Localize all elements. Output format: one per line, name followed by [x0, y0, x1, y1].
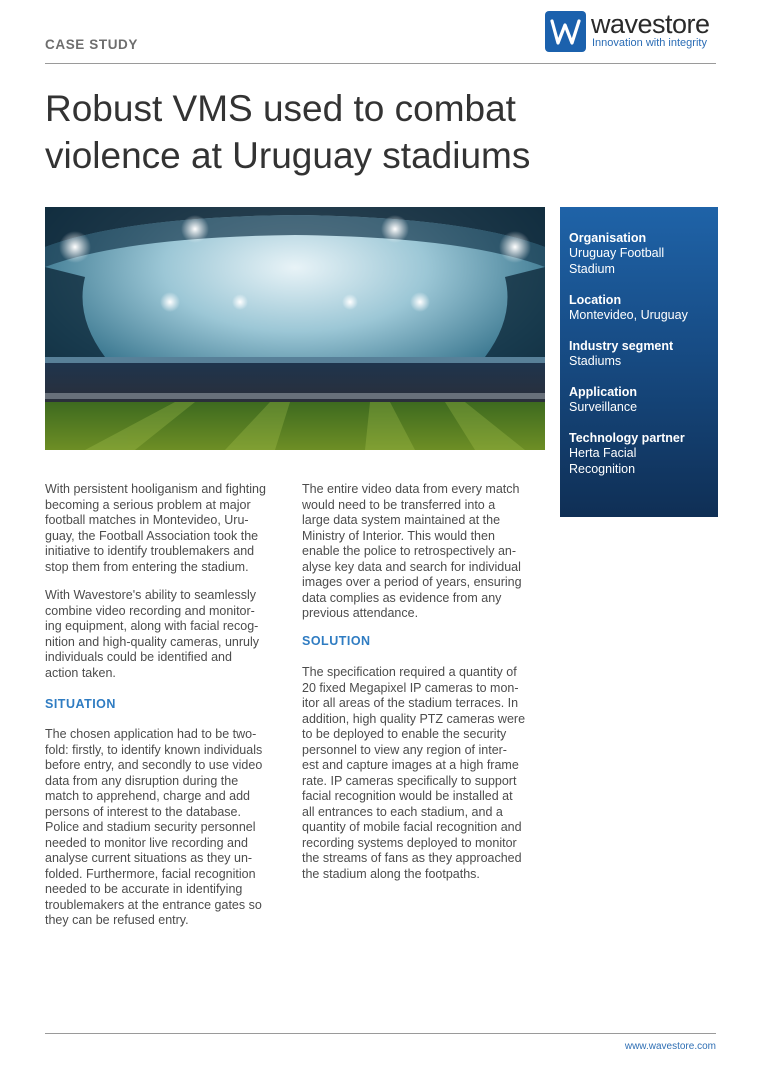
info-value: Surveillance [569, 400, 638, 414]
text-line: needed to monitor live recording and [45, 835, 248, 850]
text-line: ing equipment, along with facial recog- [45, 619, 259, 633]
footer-website-link[interactable]: www.wavestore.com [624, 1041, 716, 1052]
info-value: Stadiums [569, 354, 622, 368]
text-line: all entrances to each stadium, and a [302, 804, 503, 819]
text-line: stop them from entering the stadium. [45, 559, 249, 574]
info-industry-segment [569, 339, 714, 370]
data-transfer-paragraph [302, 482, 554, 622]
text-line: initiative to identify troublemakers and [45, 544, 255, 558]
text-line: match to apprehend, charge and add [45, 789, 251, 803]
text-line: data from any disruption during the [45, 773, 239, 788]
info-heading: Technology partner [569, 431, 685, 445]
text-line: becoming a serious problem at major [45, 497, 251, 512]
text-line: persons of interest to the database. [45, 804, 241, 819]
title-line-2: violence at Uruguay stadiums [45, 135, 531, 176]
text-line: The entire video data from every match [302, 482, 520, 496]
text-line: recording systems deployed to monitor [302, 835, 517, 850]
text-line: itor all areas of the stadium terraces. In [302, 696, 519, 710]
logo-name: wavestore [591, 9, 710, 39]
text-line: to be deployed to enable the security [302, 727, 507, 741]
info-technology-partner [569, 431, 714, 477]
solution-heading: SOLUTION [302, 634, 371, 648]
info-value: Uruguay Football [569, 246, 665, 260]
situation-paragraph [45, 727, 295, 929]
text-line: data complies as evidence from any [302, 590, 502, 605]
info-application [569, 385, 714, 416]
text-line: previous attendance. [302, 606, 419, 620]
footer-divider [45, 1033, 716, 1034]
text-line: 20 fixed Megapixel IP cameras to mon- [302, 680, 519, 695]
info-heading: Organisation [569, 231, 647, 245]
text-line: action taken. [45, 665, 116, 680]
text-line: enable the police to retrospectively an- [302, 544, 517, 558]
info-value: Herta Facial [569, 446, 637, 460]
info-location [569, 293, 714, 324]
text-line: football matches in Montevideo, Uru- [45, 513, 249, 527]
text-line: individuals could be identified and [45, 650, 232, 664]
text-line: quantity of mobile facial recognition and [302, 820, 522, 834]
info-heading: Application [569, 385, 638, 399]
stadium-hero-image [45, 207, 545, 450]
text-line: would need to be transferred into a [302, 497, 496, 512]
wavestore-logo-mark [545, 11, 586, 52]
text-line: analyse current situations as they un- [45, 851, 253, 865]
text-line: personnel to view any region of inter- [302, 742, 507, 757]
text-line: est and capture images at a high frame [302, 758, 519, 772]
text-line: images over a period of years, ensuring [302, 575, 522, 589]
info-heading: Location [569, 293, 622, 307]
solution-paragraph [302, 665, 554, 882]
info-value: Stadium [569, 261, 615, 276]
case-study-label: CASE STUDY [45, 37, 139, 52]
text-line: the streams of fans as they approached [302, 851, 522, 865]
info-value: Recognition [569, 461, 636, 476]
text-line: Ministry of Interior. This would then [302, 528, 495, 543]
text-line: With persistent hooliganism and fighting [45, 482, 266, 496]
project-info-panel [560, 207, 718, 517]
page-title [45, 85, 685, 179]
info-value: Montevideo, Uruguay [569, 308, 688, 322]
text-line: before entry, and secondly to use video [45, 758, 263, 772]
text-line: The specification required a quantity of [302, 665, 517, 679]
text-line: rate. IP cameras specifically to support [302, 773, 517, 788]
text-line: guay, the Football Association took the [45, 528, 259, 543]
text-line: The chosen application had to be two- [45, 727, 257, 741]
text-line: troublemakers at the entrance gates so [45, 897, 262, 912]
capability-paragraph [45, 588, 295, 681]
intro-paragraph [45, 482, 295, 575]
text-line: nition and high-quality cameras, unruly [45, 634, 260, 649]
header-divider [45, 63, 716, 64]
situation-heading: SITUATION [45, 697, 116, 711]
wavestore-logo[interactable] [545, 11, 721, 55]
text-line: the stadium along the footpaths. [302, 866, 480, 881]
text-line: folded. Furthermore, facial recognition [45, 866, 256, 881]
info-organisation [569, 231, 714, 277]
text-line: combine video recording and monitor- [45, 603, 255, 618]
text-line: With Wavestore's ability to seamlessly [45, 588, 257, 602]
text-line: large data system maintained at the [302, 513, 501, 527]
text-line: needed to be accurate in identifying [45, 882, 243, 896]
text-line: Police and stadium security personnel [45, 820, 256, 834]
text-line: facial recognition would be installed at [302, 789, 513, 803]
text-line: fold: firstly, to identify known individuals [45, 742, 263, 757]
title-line-1: Robust VMS used to combat [45, 88, 516, 129]
logo-tagline: Innovation with integrity [592, 37, 707, 49]
info-heading: Industry segment [569, 339, 674, 353]
text-line: they can be refused entry. [45, 913, 189, 927]
text-line: addition, high quality PTZ cameras were [302, 711, 526, 726]
text-line: alyse key data and search for individual [302, 559, 521, 574]
